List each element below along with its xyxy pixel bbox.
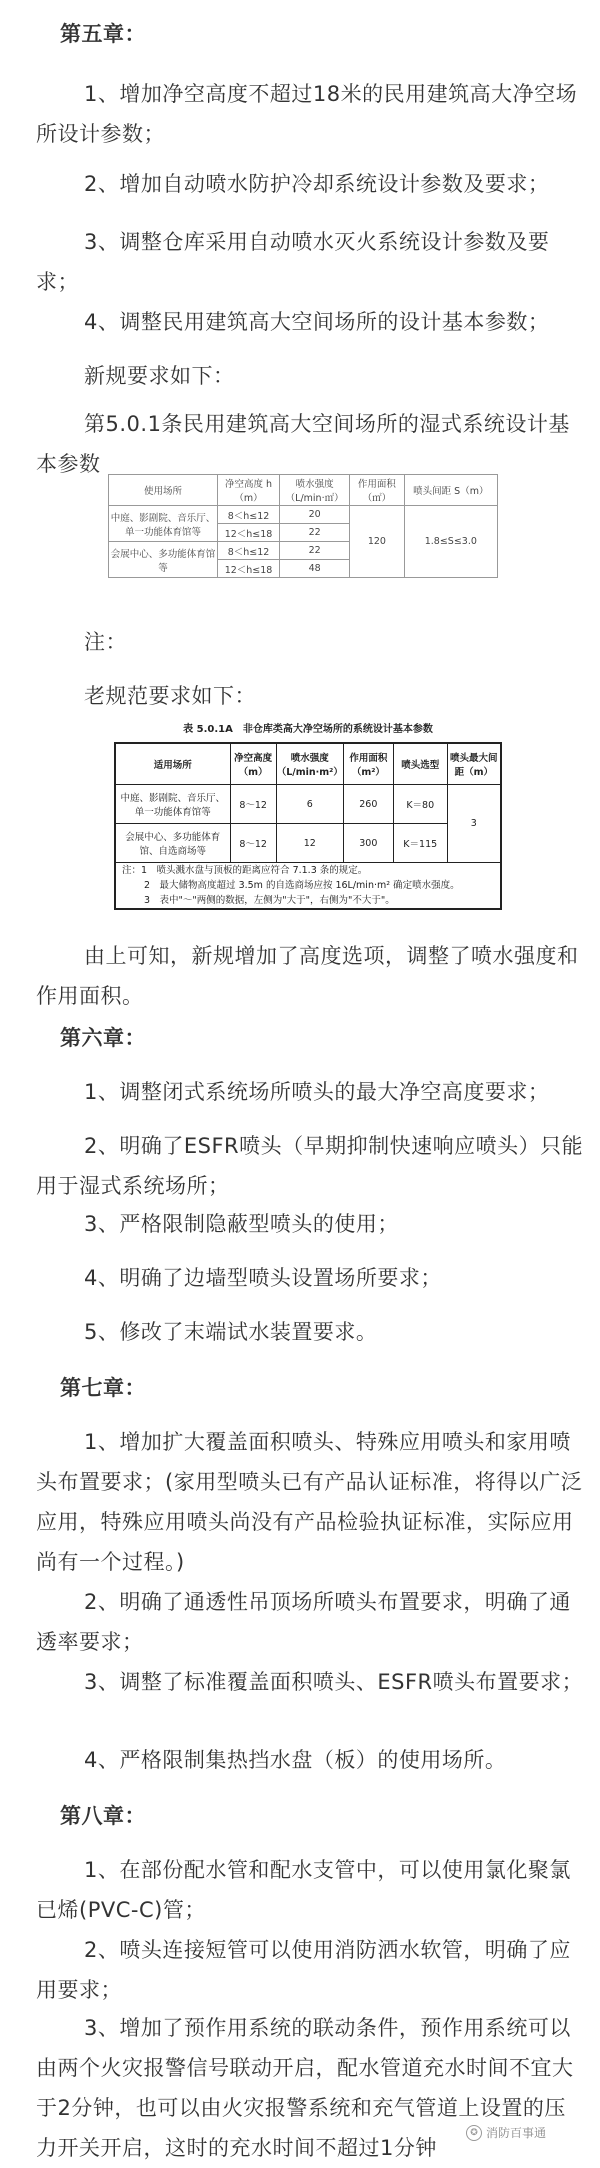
ch6-item-4: 4、明确了边墙型喷头设置场所要求； — [84, 1266, 442, 1290]
ch6-item-5: 5、修改了末端试水装置要求。 — [84, 1320, 378, 1344]
old-table-block — [112, 722, 504, 930]
ch8-item-3: 3、增加了预作用系统的联动条件，预作用系统可以由两个火灾报警信号联动开启，配水管道充水时间不宜大于2分钟，也可以由火灾报警系统和充气管道上设置的压力开关开启，这时的充水时间不超过1分钟 — [36, 2016, 574, 2160]
new-intensity-2: 22 — [280, 524, 350, 542]
old-place-2: 会展中心、多功能体育馆、自选商场等 — [115, 824, 230, 863]
ch7-item-4: 4、严格限制集热挡水盘（板）的使用场所。 — [84, 1748, 507, 1772]
old-th-height: 净空高度（m） — [230, 743, 276, 785]
note-label: 注： — [84, 630, 127, 654]
old-area-1: 260 — [343, 785, 393, 824]
ch5-item-2: 2、增加自动喷水防护冷却系统设计参数及要求； — [84, 172, 550, 196]
ch8-item-2: 2、喷头连接短管可以使用消防洒水软管，明确了应用要求； — [36, 1938, 571, 2002]
old-intensity-2: 12 — [276, 824, 343, 863]
ch6-item-1: 1、调整闭式系统场所喷头的最大净空高度要求； — [84, 1080, 550, 1104]
old-parameter-table — [114, 742, 502, 910]
old-intensity-1: 6 — [276, 785, 343, 824]
new-rule-intro: 新规要求如下： — [84, 364, 235, 388]
old-height-1: 8～12 — [230, 785, 276, 824]
article-5-0-1: 第5.0.1条民用建筑高大空间场所的湿式系统设计基本参数 — [36, 412, 570, 476]
ch7-item-3: 3、调整了标准覆盖面积喷头、ESFR喷头布置要求； — [84, 1670, 584, 1694]
watermark-text: 消防百事通 — [486, 2126, 547, 2140]
old-place-1: 中庭、影剧院、音乐厅、单一功能体育馆等 — [115, 785, 230, 824]
old-table-notes — [115, 863, 501, 910]
old-spacing: 3 — [447, 785, 501, 863]
new-parameter-table — [108, 474, 498, 578]
ch5-item-1: 1、增加净空高度不超过18米的民用建筑高大净空场所设计参数； — [36, 82, 578, 146]
new-height-4: 12＜h≤18 — [217, 560, 279, 578]
ch7-item-2: 2、明确了通透性吊顶场所喷头布置要求，明确了通透率要求； — [36, 1590, 571, 1654]
new-height-3: 8＜h≤12 — [217, 542, 279, 560]
new-th-spacing: 喷头间距 S（m） — [404, 475, 497, 506]
watermark — [466, 2124, 546, 2141]
old-note-3: 3 表中"～"两侧的数据，左侧为"大于"，右侧为"不大于"。 — [144, 895, 395, 906]
chapter-6-title: 第六章： — [60, 1026, 146, 1050]
new-intensity-3: 22 — [280, 542, 350, 560]
old-rule-intro: 老规范要求如下： — [84, 684, 256, 708]
new-th-area: 作用面积（㎡） — [350, 475, 404, 506]
chapter-8-title: 第八章： — [60, 1804, 146, 1828]
ch6-item-2: 2、明确了ESFR喷头（早期抑制快速响应喷头）只能用于湿式系统场所； — [36, 1134, 584, 1198]
chapter-5-title: 第五章： — [60, 22, 146, 46]
new-th-height: 净空高度 h（m） — [217, 475, 279, 506]
new-intensity-1: 20 — [280, 506, 350, 524]
ch6-item-3: 3、严格限制隐蔽型喷头的使用； — [84, 1212, 399, 1236]
chapter-7-title: 第七章： — [60, 1376, 146, 1400]
old-type-1: K＝80 — [393, 785, 447, 824]
new-place-1: 中庭、影剧院、音乐厅、单一功能体育馆等 — [109, 506, 218, 542]
old-th-type: 喷头选型 — [393, 743, 447, 785]
old-type-2: K＝115 — [393, 824, 447, 863]
new-spacing: 1.8≤S≤3.0 — [404, 506, 497, 578]
old-height-2: 8～12 — [230, 824, 276, 863]
new-height-1: 8＜h≤12 — [217, 506, 279, 524]
old-th-area: 作用面积（m²） — [343, 743, 393, 785]
old-table-title: 表 5.0.1A 非仓库类高大净空场所的系统设计基本参数 — [183, 724, 433, 735]
ch5-item-3: 3、调整仓库采用自动喷水灭火系统设计参数及要求； — [36, 230, 550, 294]
old-th-intensity: 喷水强度（L/min·m²） — [276, 743, 343, 785]
new-area: 120 — [350, 506, 404, 578]
wechat-icon: ✪ — [466, 2125, 482, 2141]
ch8-item-1: 1、在部份配水管和配水支管中，可以使用氯化聚氯已烯(PVC-C)管； — [36, 1858, 571, 1922]
ch5-item-4: 4、调整民用建筑高大空间场所的设计基本参数； — [84, 310, 550, 334]
new-intensity-4: 48 — [280, 560, 350, 578]
old-note-2: 2 最大储物高度超过 3.5m 的自选商场应按 16L/min·m² 确定喷水强度。 — [144, 880, 460, 891]
ch7-item-1: 1、增加扩大覆盖面积喷头、特殊应用喷头和家用喷头布置要求；(家用型喷头已有产品认证标准，将得以广泛应用，特殊应用喷头尚没有产品检验执证标准，实际应用尚有一个过程。) — [36, 1430, 583, 1574]
old-area-2: 300 — [343, 824, 393, 863]
old-th-spacing: 喷头最大间距（m） — [447, 743, 501, 785]
old-note-1: 注：1 喷头溅水盘与顶板的距离应符合 7.1.3 条的规定。 — [122, 865, 368, 876]
old-th-place: 适用场所 — [115, 743, 230, 785]
new-place-2: 会展中心、多功能体育馆等 — [109, 542, 218, 578]
new-height-2: 12＜h≤18 — [217, 524, 279, 542]
new-th-place: 使用场所 — [109, 475, 218, 506]
new-th-intensity: 喷水强度（L/min·㎡） — [280, 475, 350, 506]
summary-text: 由上可知，新规增加了高度选项，调整了喷水强度和作用面积。 — [36, 944, 579, 1008]
